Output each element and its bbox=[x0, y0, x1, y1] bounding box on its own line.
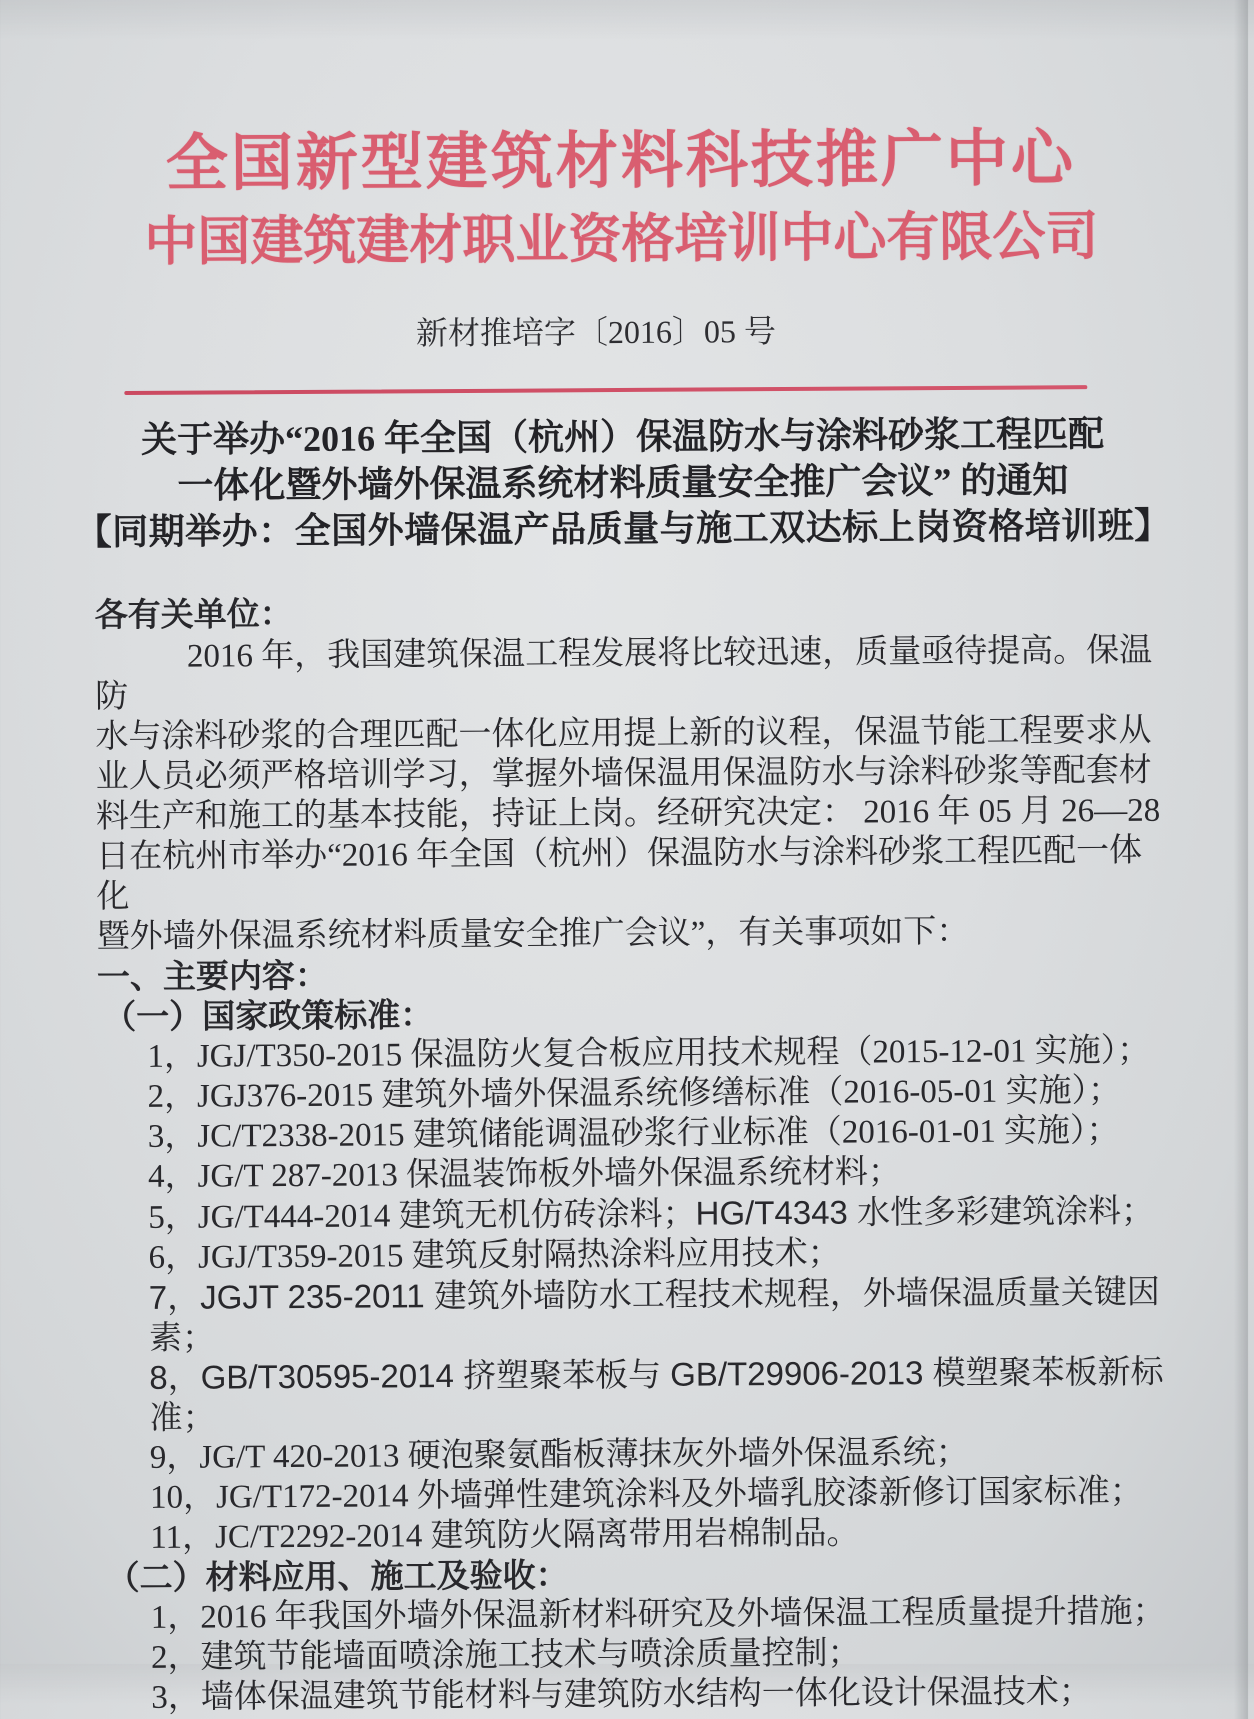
standard-item: 6，JGJ/T359-2015 建筑反射隔热涂料应用技术； bbox=[148, 1235, 841, 1276]
standard-item: 4，JG/T 287-2013 保温装饰板外墙外保温系统材料； bbox=[148, 1154, 902, 1195]
notice-title-line3: 【同期举办：全国外墙保温产品质量与施工双达标上岗资格培训班】 bbox=[75, 504, 1171, 553]
org-name-line1: 全国新型建筑材料科技推广中心 bbox=[165, 125, 1077, 199]
intro-line-5: 日在杭州市举办“2016 年全国（杭州）保温防水与涂料砂浆工程匹配一体化 bbox=[96, 832, 1143, 916]
standard-item: 1，JGJ/T350-2015 保温防火复合板应用技术规程（2015-12-01 实施）； bbox=[147, 1032, 1151, 1075]
salutation: 各有关单位： bbox=[94, 595, 293, 634]
standard-item: 3，JC/T2338-2015 建筑储能调温砂浆行业标准（2016-01-01 实施）； bbox=[147, 1112, 1120, 1155]
standard-item-part2: HG/T4343 水性多彩建筑涂料； bbox=[695, 1191, 1155, 1232]
notice-title-block bbox=[0, 410, 1247, 556]
document-number: 新材推培字〔2016〕05 号 bbox=[415, 313, 777, 352]
intro-line-6: 暨外墙外保温系统材料质量安全推广会议”，有关事项如下： bbox=[96, 913, 970, 956]
standard-item: 2，JGJ376-2015 建筑外墙外保温系统修缮标准（2016-05-01 实施）； bbox=[147, 1072, 1122, 1115]
standard-item: 11，JC/T2292-2014 建筑防火隔离带用岩棉制品。 bbox=[150, 1515, 860, 1556]
notice-title-line2: 一体化暨外墙外保温系统材料质量安全推广会议” 的通知 bbox=[177, 460, 1069, 506]
application-item: 2，建筑节能墙面喷涂施工技术与喷涂质量控制； bbox=[150, 1635, 861, 1676]
application-item: 1，2016 年我国外墙外保温新材料研究及外墙保温工程质量提升措施； bbox=[150, 1593, 1166, 1636]
application-item: 3，墙体保温建筑节能材料与建筑防水结构一体化设计保温技术； bbox=[151, 1674, 1092, 1716]
intro-line-3: 业人员必须严格培训学习，掌握外墙保温用保温防水与涂料砂浆等配套材 bbox=[95, 752, 1152, 796]
standard-item: 10，JG/T172-2014 外墙弹性建筑涂料及外墙乳胶漆新修订国家标准； bbox=[149, 1473, 1143, 1516]
intro-line-1: 2016 年，我国建筑保温工程发展将比较迅速，质量亟待提高。保温防 bbox=[95, 632, 1153, 716]
standard-item bbox=[98, 1191, 1163, 1239]
standard-item-part1: 5，JG/T444-2014 建筑无机仿砖涂料； bbox=[148, 1196, 696, 1236]
notice-title-line1: 关于举办“2016 年全国（杭州）保温防水与涂料砂浆工程匹配 bbox=[140, 414, 1105, 460]
document-body bbox=[95, 589, 1167, 1718]
subsection-heading-application: （二）材料应用、施工及验收： bbox=[106, 1556, 569, 1597]
intro-line-2: 水与涂料砂浆的合理匹配一体化应用提上新的议程，保温节能工程要求从 bbox=[95, 712, 1152, 756]
subsection-heading-national-standards: （一）国家政策标准： bbox=[103, 996, 434, 1036]
standard-item: 8，GB/T30595-2014 挤塑聚苯板与 GB/T29906-2013 模塑聚苯板新标准； bbox=[149, 1352, 1164, 1436]
standard-item: 7，JGJT 235-2011 建筑外墙防水工程技术规程，外墙保温质量关键因素； bbox=[148, 1272, 1160, 1356]
standard-item: 9，JG/T 420-2013 硬泡聚氨酯板薄抹灰外墙外保温系统； bbox=[149, 1434, 969, 1476]
org-name-line2: 中国建筑建材职业资格培训中心有限公司 bbox=[144, 208, 1099, 272]
section-heading-main-content: 一、主要内容： bbox=[96, 956, 328, 996]
red-divider-line bbox=[124, 385, 1087, 395]
intro-line-4: 料生产和施工的基本技能，持证上岗。经研究决定： 2016 年 05 月 26—28 bbox=[95, 792, 1161, 836]
